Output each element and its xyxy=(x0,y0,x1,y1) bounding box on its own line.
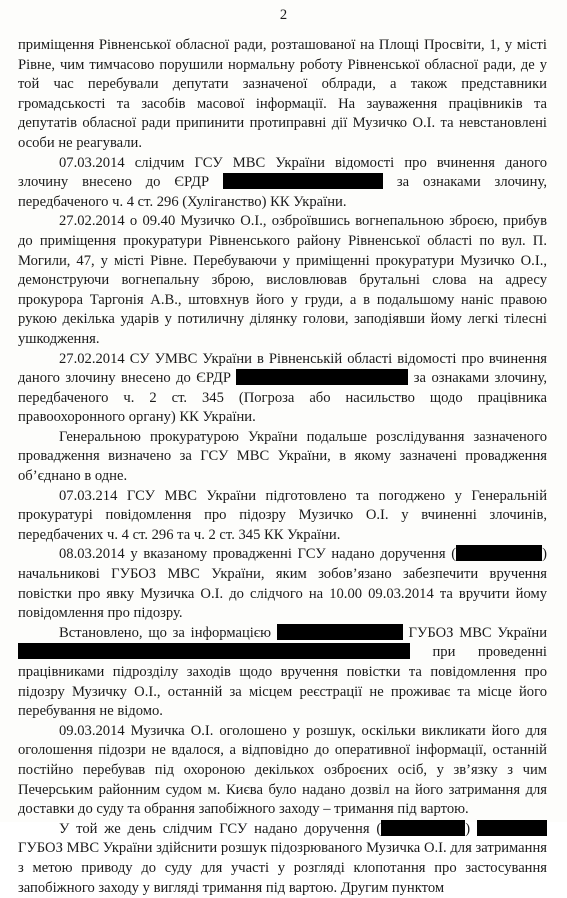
text-segment: ГУБОЗ МВС України xyxy=(408,624,548,641)
redaction-bar xyxy=(18,643,410,659)
text-segment: У той же день слідчим ГСУ надано доручення ( xyxy=(59,820,382,837)
text-segment: 07.03.2014 слідчим ГСУ МВС України відомості про вчинення даного злочину внесено до ЄРДР xyxy=(18,154,547,191)
page-number: 2 xyxy=(279,7,288,23)
text-segment: ГУБОЗ МВС України здійснити розшук підозрюваного Музичка О.І. для затримання з метою приводу до суду для участі у розгляді клопотання про застосування запобіжного заходу у вигляді тримання під вартою. Другим пунктом xyxy=(18,840,547,896)
text-segment: 08.03.2014 у вказаному провадженні ГСУ надано доручення ( xyxy=(59,546,457,563)
text-segment: при проведенні працівниками підрозділу заходів щодо вручення повістки та повідомлення про підозру Музичку О.І., останній за місцем реєстрації не проживає та місце його перебування не відомо. xyxy=(18,644,547,720)
text-segment: ) xyxy=(465,820,471,837)
paragraph-wanted-0903: 09.03.2014 Музичка О.І. оголошено у розшук, оскільки викликати його для оголошення підозри не вдалося, а відповідно до оперативної інформації, останній постійно перебував під охороною декількох озброєних осіб, у зв’язку з чим Печерським районним судом м. Києва було надано дозвіл на його затримання для доставки до суду та обрання запобіжного заходу – тримання під вартою. xyxy=(18,722,547,818)
text-segment: 27.02.2014 СУ УМВС України в Рівненській області відомості про вчинення даного злочину внесено до ЄРДР xyxy=(18,350,547,387)
text-segment: ) начальникові ГУБОЗ МВС України, яким зобов’язано забезпечити вручення повістки про явку Музичка О.І. до слідчого на 10.00 09.03.2014 та вручити йому повідомлення про підозру. xyxy=(18,546,547,622)
redaction-bar xyxy=(456,545,542,561)
paragraph-erdr-hooliganism xyxy=(18,154,547,213)
paragraph-rada-disruption: приміщення Рівненської обласної ради, розташованої на Площі Просвіти, 1, у місті Рівне, чим тимчасово порушили нормальну роботу Рівненської обласної ради, де у той час перебували депутати зазначеної облради, а також представники громадськості та засобів масової інформації. На зауваження працівників та депутатів обласної ради припинити протиправні дії Музичко О.І. та невстановлені особи не реагували. xyxy=(18,37,547,151)
paragraph-suspicion-notice: 07.03.214 ГСУ МВС України підготовлено та погоджено у Генеральній прокуратурі повідомлення про підозру Музичко О.І. у вчиненні злочинів, передбачених ч. 4 ст. 296 та ч. 2 ст. 345 КК України. xyxy=(18,487,547,543)
paragraph-assignment-same-day xyxy=(18,820,547,898)
document-body xyxy=(18,36,547,898)
redaction-bar xyxy=(381,820,465,836)
paragraph-erdr-threat xyxy=(18,350,547,428)
text-segment: за ознаками злочину, передбаченого ч. 4 ст. 296 (Хуліганство) КК України. xyxy=(18,174,547,210)
redaction-bar xyxy=(223,173,383,189)
paragraph-prosecutor-office-incident: 27.02.2014 о 09.40 Музичко О.І., озброївшись вогнепальною зброєю, прибув до приміщення прокуратури Рівненського району Рівненської області по вул. П. Могили, 47, у місті Рівне. Перебуваючи у приміщенні прокуратури Музичко О.І., демонструючи вогнепальну зброю, висловлював брутальні слова на адресу прокурора Таргонія А.В., штовхнув його у груди, а в подальшому наніс правою рукою декілька ударів у потиличну ділянку голови, заподіявши йому легкі тілесні ушкодження. xyxy=(18,213,547,347)
text-segment: за ознаками злочину, передбаченого ч. 2 ст. 345 (Погроза або насильство щодо працівника правоохоронного органу) КК України. xyxy=(18,370,547,426)
text-segment: Встановлено, що за інформацією xyxy=(59,624,271,641)
paragraph-assignment-0803 xyxy=(18,545,547,623)
redaction-bar xyxy=(277,624,403,640)
paragraph-gpu-merge: Генеральною прокуратурою України подальше розслідування зазначеного провадження визначено за ГСУ МВС України, в якому зазначені провадження об’єднано в одне. xyxy=(18,428,547,485)
redaction-bar xyxy=(477,820,547,836)
paragraph-established xyxy=(18,624,547,722)
redaction-bar xyxy=(236,369,408,385)
